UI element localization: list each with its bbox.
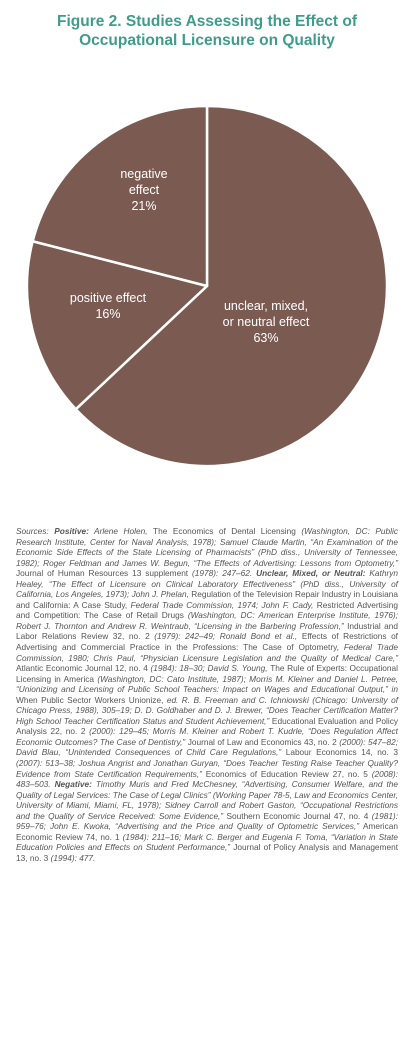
slice-label-2-line-1: effect (128, 183, 160, 197)
source-segment: (Washington, DC: Cato Institute, 1987); Morris M. Kleiner and Daniel L. Petree, “Unionizing and Licensing of Public School Teachers: Impact on Wages and Educational Output,” in (16, 673, 398, 695)
figure-title-line-2: Occupational Licensure on Quality (79, 32, 335, 49)
source-segment: (2000): 129–45; Morris M. Kleiner and Robert T. Kudrle, “Does Regulation Affect Economic Outcomes? The Case of Dentistry,” (16, 726, 398, 747)
figure-title-line-1: Figure 2. Studies Assessing the Effect of (56, 13, 358, 30)
source-segment: Southern Economic Journal 47, no. 4 (226, 810, 369, 821)
source-segment: Atlantic Economic Journal 12, no. 4 (16, 663, 148, 674)
slice-label-1-line-0: positive effect (69, 291, 147, 305)
pie-chart (0, 0, 414, 520)
source-segment: Positive: (54, 526, 89, 536)
slice-label-1-line-1: 16% (95, 307, 121, 321)
source-segment: Journal of Law and Economics 43, no. 2 (187, 736, 337, 747)
source-segment: Educational Evaluation and Policy Analysis 22, no. 2 (16, 715, 398, 737)
source-segment: ed. R. B. Freeman and C. Ichniowski (Chicago: University of Chicago Press, 1988), 305–19; D. D. Goldhaber and D. J. Brewer, “Does Teacher Certification Matter? High School Teacher Certification Status and Student Achievement,” (16, 694, 398, 726)
source-segment: Unclear, Mixed, or Neutral: (256, 568, 366, 579)
source-segment: (Washington, DC: American Enterprise Institute, 1976); Robert J. Thornton and Andrew R. Weintraub, “Licensing in the Barbering Profession,” (16, 610, 398, 631)
slice-label-0-line-0: unclear, mixed, (223, 299, 309, 313)
source-segment: American Economic Review 74, no. 1 (16, 821, 398, 842)
source-segment: Regulation of the Television Repair Industry in Louisiana and California: A Case Study, (16, 589, 398, 610)
source-segment: Federal Trade Commission, 1974; John F. Cady, (127, 599, 317, 610)
slice-label-2-line-0: negative (120, 167, 168, 181)
source-segment: Industrial and Labor Relations Review 32, no. 2 (16, 620, 398, 642)
pie-slices (27, 106, 387, 466)
source-segment: (2007): 513–38; Joshua Angrist and Jonathan Guryan, “Does Teacher Testing Raise Teacher Quality? Evidence from State Certification Requirements,” (16, 758, 398, 779)
source-segment: Arlene Holen, (88, 526, 154, 536)
source-segment: Kathryn Healey, “The Effect of Licensure on Clinical Laboratory Effectiveness” (PhD diss., University of California, Los Angeles, 1973); John J. Phelan, (16, 568, 398, 600)
source-segment: (1984): 211–16; Mark C. Berger and Eugenia F. Toma, “Variation in State Education Policies and Effects on Student Performance,” (16, 831, 398, 853)
slice-label-2-line-2: 21% (131, 199, 157, 213)
source-segment: Negative: (54, 779, 92, 790)
source-segment: Federal Trade Commission, 1980; Chris Paul, “Physician Licensure Legislation and the Quality of Medical Care,” (16, 642, 398, 663)
slice-label-0-line-1: or neutral effect (222, 315, 310, 329)
source-segment: The Rule of Experts: Occupational Licensing in America (16, 663, 398, 684)
source-segment: Timothy Muris and Fred McChesney, “Advertising, Consumer Welfare, and the Quality of Legal Services: The Case of Legal Clinics” (Working Paper 78-5, Law and Economics Center, University of Miami, Miami, FL, 1978); Sidney Carroll and Robert Gaston, “Occupational Restrictions and the Quality of Service Received: Some Evidence,” (16, 779, 398, 821)
source-segment: When Public Sector Workers Unionize, (16, 694, 164, 705)
source-segment: (1984): 18–30; David S. Young, (147, 663, 271, 674)
source-segment: Sources: (16, 526, 55, 536)
source-segment: Effects of Restrictions of Advertising and Commercial Practice in the Professions: The Case of Optometry, (16, 631, 398, 653)
source-segment: (1981): 959–76; John E. Kwoka, “Advertising and the Price and Quality of Optometric Services,” (16, 810, 398, 832)
source-segment: (Washington, DC: Public Research Institute, Center for Naval Analysis, 1978); Samuel Claude Martin, “An Examination of the Economic Side Effects of the State Licensing of Pharmacists” (PhD diss., University of Tennessee, 1982); Roger Feldman and James W. Begun, “The Effects of Advertising: Lessons from Optometry,” (16, 526, 398, 568)
source-segment: (1979): 242–49; Ronald Bond et al., (149, 631, 302, 642)
source-segment: The Economics of Dental Licensing (153, 526, 296, 536)
source-segment: (1994): 477. (48, 852, 96, 863)
source-segment: Labour Economics 14, no. 3 (285, 747, 398, 758)
source-segment: Journal of Human Resources 13 supplement (16, 568, 189, 579)
sources-note (16, 526, 398, 864)
source-segment: Journal of Policy Analysis and Management 13, no. 3 (16, 842, 398, 863)
source-segment: Restricted Advertising and Competition: The Case of Retail Drugs (16, 599, 398, 621)
source-segment: Economics of Education Review 27, no. 5 (205, 768, 368, 779)
source-segment: (1978): 247–62. (188, 568, 257, 579)
source-segment: (2008): 483–503. (16, 768, 398, 790)
slice-label-0-line-2: 63% (253, 331, 279, 345)
source-segment: (2000): 547–82; David Blau, “Unintended Consequences of Child Care Regulations,” (16, 736, 398, 758)
